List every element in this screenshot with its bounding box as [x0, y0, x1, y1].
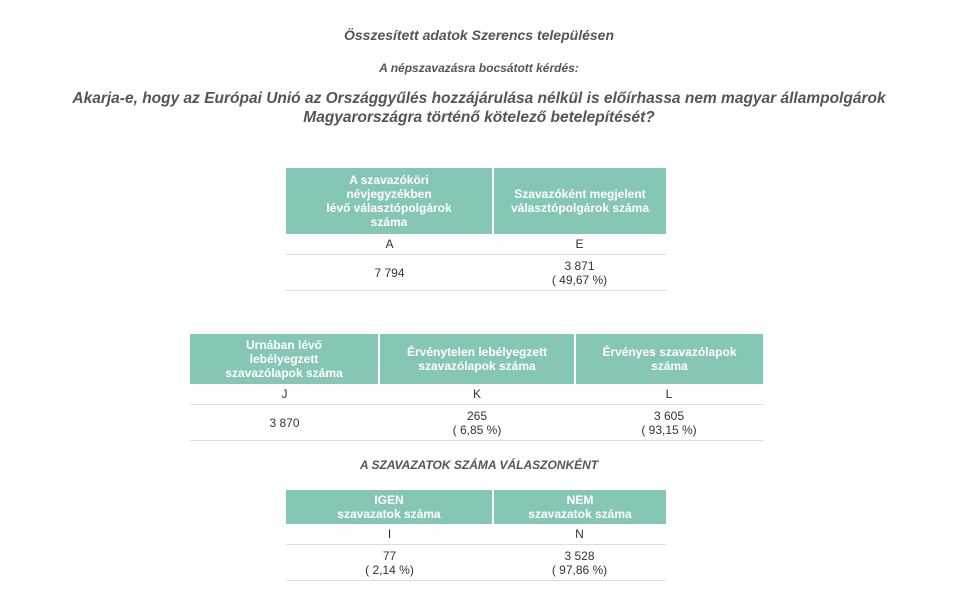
header-line: szavazatok száma [528, 507, 632, 521]
value-voters-turnout [493, 255, 666, 291]
question-line-2: Magyarországra történő kötelező betelepítését? [303, 109, 655, 126]
value-percent: ( 93,15 %) [641, 422, 697, 437]
header-valid-ballots [575, 334, 763, 384]
header-line: szavazólapok száma [225, 366, 343, 380]
value-ballots-in-urn [190, 405, 379, 441]
header-line: szavazatok száma [337, 507, 441, 521]
value-valid-ballots [575, 405, 763, 441]
value-yes-votes [286, 545, 493, 581]
answers-table [286, 490, 666, 581]
question-intro: A népszavazásra bocsátott kérdés: [379, 61, 579, 75]
value-number: 3 870 [269, 415, 300, 430]
header-line: NEM [566, 493, 594, 507]
value-number: 77 [382, 548, 397, 563]
header-line: száma [651, 359, 688, 373]
value-registered-voters [286, 255, 493, 291]
value-number: 3 871 [564, 258, 595, 273]
header-line: lebélyegzett [249, 352, 319, 366]
header-line: Urnában lévő [245, 338, 323, 352]
code-i: I [286, 524, 493, 545]
header-line: Érvénytelen lebélyegzett [406, 345, 548, 359]
header-line: lévő választópolgárok [326, 201, 452, 215]
header-line: Érvényes szavazólapok [602, 345, 737, 359]
code-l: L [575, 384, 763, 405]
header-line: száma [370, 215, 408, 229]
value-percent: ( 49,67 %) [551, 272, 608, 287]
value-invalid-ballots [379, 405, 575, 441]
value-percent: ( 6,85 %) [452, 422, 502, 437]
code-k: K [379, 384, 575, 405]
header-line: névjegyzékben [346, 187, 432, 201]
value-percent: ( 2,14 %) [365, 562, 414, 577]
header-line: IGEN [374, 493, 404, 507]
value-number: 3 528 [564, 548, 595, 563]
code-e: E [493, 234, 666, 255]
header-line: választópolgárok száma [510, 201, 650, 215]
header-no-votes [493, 490, 666, 524]
section-title: A SZAVAZATOK SZÁMA VÁLASZONKÉNT [359, 458, 599, 472]
value-number: 7 794 [374, 265, 405, 280]
ballots-table [190, 334, 763, 441]
header-registered-voters [286, 168, 493, 234]
header-invalid-ballots [379, 334, 575, 384]
question-line-1: Akarja-e, hogy az Európai Unió az Országgyűlés hozzájárulása nélkül is előírhassa nem magyar állampolgárok [72, 90, 886, 107]
value-number: 265 [466, 408, 488, 423]
code-n: N [493, 524, 666, 545]
header-line: A szavazóköri [349, 173, 429, 187]
header-ballots-in-urn [190, 334, 379, 384]
header-line: szavazólapok száma [418, 359, 536, 373]
value-number: 3 605 [653, 408, 685, 423]
value-percent: ( 97,86 %) [551, 562, 608, 577]
header-yes-votes [286, 490, 493, 524]
referendum-question [0, 89, 958, 127]
page-title: Összesített adatok Szerencs településen [344, 27, 614, 43]
code-a: A [286, 234, 493, 255]
voters-table [286, 168, 666, 291]
header-voters-turnout [493, 168, 666, 234]
header-line: Szavazóként megjelent [514, 187, 646, 201]
value-no-votes [493, 545, 666, 581]
code-j: J [190, 384, 379, 405]
